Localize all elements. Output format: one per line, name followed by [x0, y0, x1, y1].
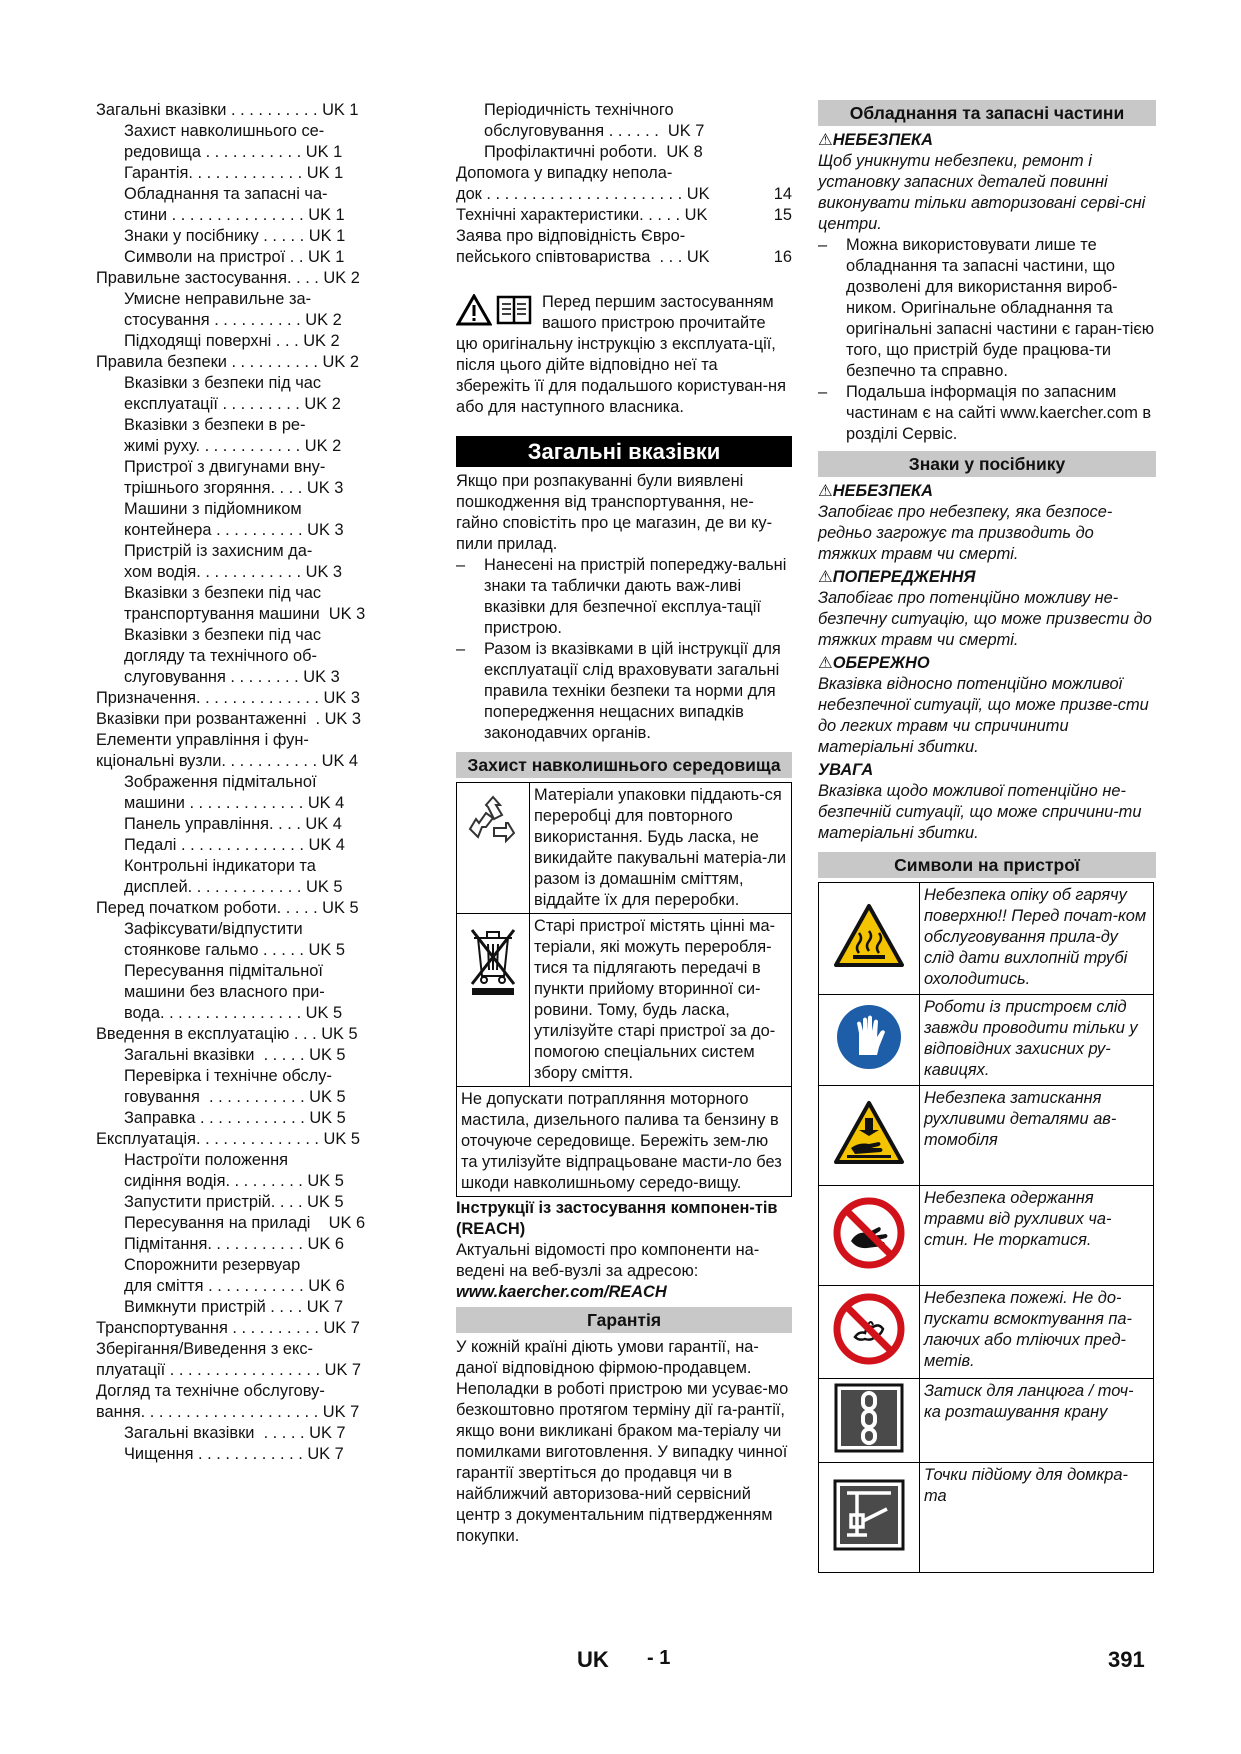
symbol-icon-cell	[819, 1286, 920, 1379]
sign-text: Запобігає про небезпеку, яка безпосе-редньо загрожує та призводить до тяжких травм чи смерті.	[818, 503, 1113, 563]
toc-entry[interactable]: машини . . . . . . . . . . . . . UK 4	[124, 794, 345, 812]
read-manual-book-icon	[496, 294, 532, 326]
toc-entry[interactable]	[456, 205, 792, 226]
toc-entry[interactable]: Періодичність технічного	[484, 101, 674, 119]
toc-entry[interactable]: плуатації . . . . . . . . . . . . . . . . . UK 7	[96, 1361, 362, 1379]
toc-entry[interactable]: транспортування машини UK 3	[124, 605, 366, 623]
toc-entry[interactable]: Вимкнути пристрій . . . . UK 7	[124, 1298, 344, 1316]
toc-entry[interactable]: стини . . . . . . . . . . . . . . . UK 1	[124, 206, 345, 224]
toc-entry[interactable]: редовища . . . . . . . . . . . UK 1	[124, 143, 343, 161]
environment-icon-cell	[457, 914, 530, 1087]
symbols-table	[818, 882, 1154, 1573]
sign-label: ⚠ОБЕРЕЖНО	[818, 654, 930, 672]
parts-danger-text: Щоб уникнути небезпеки, ремонт і установку запасних деталей повинні виконувати тільки авторизовані серві-сні центри.	[818, 152, 1146, 233]
symbol-text: Роботи із пристроєм слід завжди проводити тільки у відповідних захисних ру-кавицях.	[920, 995, 1154, 1086]
toc-entry[interactable]: вання. . . . . . . . . . . . . . . . . . . . UK 7	[96, 1403, 360, 1421]
environment-table	[456, 782, 792, 1197]
symbol-row	[819, 883, 1154, 995]
toc-entry[interactable]: Зображення підмітальної	[124, 773, 317, 791]
toc-column-1	[96, 100, 386, 1465]
toc-entry[interactable]: Пересування підмітальної	[124, 962, 323, 980]
content-column-3	[818, 100, 1156, 1573]
toc-entry[interactable]: Призначення. . . . . . . . . . . . . . UK 3	[96, 689, 360, 707]
symbol-text: Небезпека затискання рухливими деталями ав-томобіля	[920, 1086, 1154, 1186]
toc-entry-text: Допомога у випадку непола-	[456, 164, 673, 182]
crossed-out-bin-icon	[466, 924, 520, 998]
toc-entry-page	[764, 163, 792, 184]
symbol-icon-cell	[819, 1186, 920, 1286]
symbol-text: Точки підйому для домкра-та	[920, 1463, 1154, 1573]
footer-page-number: 391	[1108, 1647, 1145, 1672]
signs-heading: Знаки у посібнику	[818, 451, 1156, 477]
symbol-icon-cell	[819, 1463, 920, 1573]
environment-heading: Захист навколишнього середовища	[456, 752, 792, 778]
toc-entry-page: 14	[773, 185, 792, 203]
toc-entry[interactable]: Контрольні індикатори та	[124, 857, 316, 875]
symbol-row	[819, 1086, 1154, 1186]
symbol-icon-cell	[819, 995, 920, 1086]
sign-label: УВАГА	[818, 761, 874, 779]
toc-entry[interactable]: експлуатації . . . . . . . . . UK 2	[124, 395, 341, 413]
toc-entry[interactable]: трішнього згоряння. . . . UK 3	[124, 479, 344, 497]
general-paragraph: Якщо при розпакуванні були виявлені пошкодження від транспортування, не-гайно сповістіть про це магазин, де ви ку-пили прилад.	[456, 472, 773, 553]
symbol-text: Небезпека опіку об гарячу поверхню!! Перед почат-ком обслуговування прила-ду слід дати вихлопній трубі охолодитись.	[920, 883, 1154, 995]
toc-entry[interactable]: Вказівки з безпеки в ре-	[124, 416, 306, 434]
toc-entry-text: Технічні характеристики. . . . . UK	[456, 206, 708, 224]
toc-entry[interactable]: Педалі . . . . . . . . . . . . . . UK 4	[124, 836, 345, 854]
toc-entry[interactable]: Вказівки з безпеки під час	[124, 626, 322, 644]
toc-entry[interactable]: говування . . . . . . . . . . . UK 5	[124, 1088, 346, 1106]
general-bullet: – Разом із вказівками в цій інструкції для експлуатації слід враховувати загальні правила техніки безпеки та норми для попередження нещасних випадків законодавчих органів.	[456, 639, 792, 744]
environment-text-oil: Не допускати потрапляння моторного мастила, дизельного палива та бензину в оточуюче середовище. Бережіть зем-лю та утилізуйте відпрацьоване масти-ло без шкоди навколишньому середо-вищу.	[457, 1087, 792, 1197]
toc-entry-page: 16	[773, 248, 792, 266]
symbol-icon-cell	[819, 1086, 920, 1186]
toc-entry[interactable]: кціональні вузли. . . . . . . . . . . UK 4	[96, 752, 359, 770]
symbol-row	[819, 995, 1154, 1086]
read-manual-notice	[456, 292, 792, 334]
toc-entry[interactable]: Панель управління. . . . UK 4	[124, 815, 342, 833]
toc-column-2-paged	[456, 163, 792, 268]
toc-entry[interactable]: Догляд та технічне обслугову-	[96, 1382, 325, 1400]
environment-text-recycling: Матеріали упаковки піддають-ся переробці для повторного використання. Будь ласка, не викидайте пакувальні матеріа-ли разом із домашнім сміттям, віддайте їх для переробки.	[530, 783, 792, 914]
toc-entry[interactable]: Підходящі поверхні . . . UK 2	[124, 332, 340, 350]
symbol-row	[819, 1379, 1154, 1463]
toc-entry[interactable]	[456, 163, 792, 184]
toc-entry[interactable]: Символи на пристрої . . UK 1	[124, 248, 345, 266]
symbol-text: Небезпека пожежі. Не до-пускати всмоктування па-лаючих або тліючих пред-метів.	[920, 1286, 1154, 1379]
footer-local-page: - 1	[647, 1647, 671, 1669]
notice-line-2: вашого пристрою прочитайте	[542, 314, 766, 332]
symbol-icon-cell	[819, 883, 920, 995]
notice-text: цю оригінальну інструкцію з експлуата-ції, після цього дійте відповідно неї та збережіть її для подальшого користуван-ня або для наступного власника.	[456, 335, 786, 416]
environment-row-weee	[457, 914, 792, 1087]
toc-entry[interactable]: дисплей. . . . . . . . . . . . . UK 5	[124, 878, 343, 896]
symbol-icon-cell	[819, 1379, 920, 1463]
sign-label: ⚠ПОПЕРЕДЖЕННЯ	[818, 568, 976, 586]
toc-entry[interactable]: Транспортування . . . . . . . . . . UK 7	[96, 1319, 360, 1337]
environment-row-oil	[457, 1087, 792, 1197]
toc-entry-text: пейського співтовариства . . . UK	[456, 248, 710, 266]
toc-entry[interactable]: слуговування . . . . . . . . UK 3	[124, 668, 340, 686]
toc-entry-page: 15	[773, 206, 792, 224]
reach-url[interactable]: www.kaercher.com/REACH	[456, 1283, 667, 1301]
toc-entry[interactable]: Правила безпеки . . . . . . . . . . UK 2	[96, 353, 359, 371]
general-bullet: – Нанесені на пристрій попереджу-вальні знаки та таблички дають важ-ливі вказівки для безпечної експлуа-тації пристрою.	[456, 555, 792, 639]
toc-entry[interactable]: Профілактичні роботи. UK 8	[484, 143, 703, 161]
toc-entry[interactable]: для сміття . . . . . . . . . . . UK 6	[124, 1277, 345, 1295]
toc-entry[interactable]: Зафіксувати/відпустити	[124, 920, 303, 938]
parts-bullet: – Можна використовувати лише те обладнання та запасні частини, що дозволені для використання вироб-ником. Оригінальне обладнання та оригінальні запасні частини є гаран-тією того, що пристрій буде працюва-ти безпечно та справно.	[818, 235, 1156, 382]
toc-entry[interactable]: Обладнання та запасні ча-	[124, 185, 328, 203]
toc-entry[interactable]: Захист навколишнього се-	[124, 122, 325, 140]
toc-entry[interactable]: вода. . . . . . . . . . . . . . . . UK 5	[124, 1004, 343, 1022]
notice-icons	[456, 294, 532, 326]
toc-column-2	[456, 100, 792, 163]
chain-clamp-icon	[834, 1383, 904, 1453]
wear-gloves-icon	[835, 1003, 903, 1071]
parts-heading: Обладнання та запасні частини	[818, 100, 1156, 126]
toc-entry[interactable]	[456, 184, 792, 205]
jack-point-icon	[833, 1479, 905, 1551]
toc-entry[interactable]: Введення в експлуатацію . . . UK 5	[96, 1025, 358, 1043]
toc-entry[interactable]: Гарантія. . . . . . . . . . . . . UK 1	[124, 164, 344, 182]
toc-entry[interactable]: Вказівки з безпеки під час	[124, 374, 322, 392]
toc-entry[interactable]: Умисне неправильне за-	[124, 290, 312, 308]
toc-entry[interactable]: Загальні вказівки . . . . . UK 5	[124, 1046, 346, 1064]
no-burning-material-icon	[833, 1293, 905, 1365]
general-heading: Загальні вказівки	[456, 436, 792, 467]
toc-entry[interactable]: Настроїти положення	[124, 1151, 289, 1169]
toc-entry[interactable]: Перевірка і технічне обслу-	[124, 1067, 332, 1085]
toc-entry[interactable]	[456, 226, 792, 247]
toc-entry-text: Заява про відповідність Євро-	[456, 227, 686, 245]
toc-entry[interactable]: Елементи управління і фун-	[96, 731, 309, 749]
toc-entry[interactable]: стоянкове гальмо . . . . . UK 5	[124, 941, 345, 959]
toc-entry[interactable]: Загальні вказівки . . . . . UK 7	[124, 1424, 346, 1442]
warranty-text: У кожній країні діють умови гарантії, на-даної відповідною фірмою-продавцем. Неполадки в роботі пристрою ми усуває-мо безкоштовно протягом терміну дії га-рантії, якщо вони викликані браком ма-теріалу чи помилками виготовлення. У випадку чинної гарантії звертіться до продавця чи в найближчий авторизова-ний сервісний центр з документальним підтвердженням покупки.	[456, 1338, 789, 1545]
crush-hazard-icon	[833, 1100, 905, 1166]
toc-entry[interactable]: Пристрої з двигунами вну-	[124, 458, 326, 476]
content-column-2	[456, 100, 792, 1547]
environment-row-recycling	[457, 783, 792, 914]
toc-entry[interactable]: Вказівки з безпеки під час	[124, 584, 322, 602]
toc-entry[interactable]: догляду та технічного об-	[124, 647, 317, 665]
symbol-row	[819, 1463, 1154, 1573]
toc-entry[interactable]: Підмітання. . . . . . . . . . . UK 6	[124, 1235, 344, 1253]
reach-text: Актуальні відомості про компоненти на-ведені на веб-вузлі за адресою:	[456, 1241, 760, 1280]
signs-list	[818, 481, 1156, 844]
toc-entry[interactable]: Чищення . . . . . . . . . . . . UK 7	[124, 1445, 344, 1463]
reach-heading: Інструкції із застосування компонен-тів (REACH)	[456, 1199, 778, 1238]
symbol-text: Затиск для ланцюга / точ-ка розташування крану	[920, 1379, 1154, 1463]
toc-entry[interactable]: машини без власного при-	[124, 983, 325, 1001]
toc-entry[interactable]	[456, 247, 792, 268]
toc-entry-text: док . . . . . . . . . . . . . . . . . . . . . . UK	[456, 185, 710, 203]
warning-triangle-icon	[456, 294, 492, 326]
toc-entry-page	[764, 226, 792, 247]
toc-entry[interactable]: Правильне застосування. . . . UK 2	[96, 269, 360, 287]
environment-text-weee: Старі пристрої містять цінні ма-теріали, які можуть переробля-тися та підлягають передачі в пункти прийому вторинної си-ровини. Тому, будь ласка, утилізуйте старі пристрої за до-помогою спеціальних систем збору сміття.	[530, 914, 792, 1087]
symbols-heading: Символи на пристрої	[818, 852, 1156, 878]
footer-language: UK	[577, 1647, 609, 1672]
notice-line-1: Перед першим застосуванням	[542, 293, 774, 311]
toc-entry[interactable]: Машини з підйомником	[124, 500, 302, 518]
hot-surface-warning-icon	[833, 903, 905, 969]
toc-entry[interactable]: сидіння водія. . . . . . . . . UK 5	[124, 1172, 344, 1190]
recycling-icon	[466, 793, 520, 847]
environment-icon-cell	[457, 783, 530, 914]
toc-entry[interactable]: Зберігання/Виведення з екс-	[96, 1340, 314, 1358]
sign-text: Запобігає про потенційно можливу не-безпечну ситуацію, що може призвести до тяжких травм чи смерті.	[818, 589, 1152, 649]
toc-entry[interactable]: Пересування на приладі UK 6	[124, 1214, 366, 1232]
toc-entry[interactable]: обслуговування . . . . . . UK 7	[484, 122, 705, 140]
sign-text: Вказівка відносно потенційно можливої небезпечної ситуації, що може призве-сти до легких травм чи спричинити матеріальні збитки.	[818, 675, 1149, 756]
toc-entry[interactable]: Вказівки при розвантаженні . UK 3	[96, 710, 362, 728]
toc-entry[interactable]: Заправка . . . . . . . . . . . . UK 5	[124, 1109, 346, 1127]
toc-entry[interactable]: Знаки у посібнику . . . . . UK 1	[124, 227, 346, 245]
warranty-heading: Гарантія	[456, 1307, 792, 1333]
toc-entry[interactable]: контейнера . . . . . . . . . . UK 3	[124, 521, 344, 539]
symbol-row	[819, 1186, 1154, 1286]
sign-label: ⚠НЕБЕЗПЕКА	[818, 482, 933, 500]
do-not-touch-icon	[833, 1197, 905, 1269]
toc-entry[interactable]: Запустити пристрій. . . . UK 5	[124, 1193, 344, 1211]
toc-entry[interactable]: Перед початком роботи. . . . . UK 5	[96, 899, 359, 917]
toc-entry[interactable]: хом водія. . . . . . . . . . . . UK 3	[124, 563, 343, 581]
toc-entry[interactable]: Пристрій із захисним да-	[124, 542, 313, 560]
symbol-row	[819, 1286, 1154, 1379]
toc-entry[interactable]: стосування . . . . . . . . . . UK 2	[124, 311, 342, 329]
toc-entry[interactable]: жимі руху. . . . . . . . . . . . UK 2	[124, 437, 342, 455]
parts-danger-label: ⚠НЕБЕЗПЕКА	[818, 131, 933, 149]
symbol-text: Небезпека одержання травми від рухливих ча-стин. Не торкатися.	[920, 1186, 1154, 1286]
sign-text: Вказівка щодо можливої потенційно не-безпечній ситуації, що може спричини-ти матеріальні збитки.	[818, 782, 1142, 842]
parts-bullet: – Подальша інформація по запасним частинам є на сайті www.kaercher.com в розділі Сервіс.	[818, 382, 1156, 445]
toc-entry[interactable]: Спорожнити резервуар	[124, 1256, 301, 1274]
toc-entry[interactable]: Загальні вказівки . . . . . . . . . . UK 1	[96, 101, 359, 119]
toc-entry[interactable]: Експлуатація. . . . . . . . . . . . . . UK 5	[96, 1130, 360, 1148]
